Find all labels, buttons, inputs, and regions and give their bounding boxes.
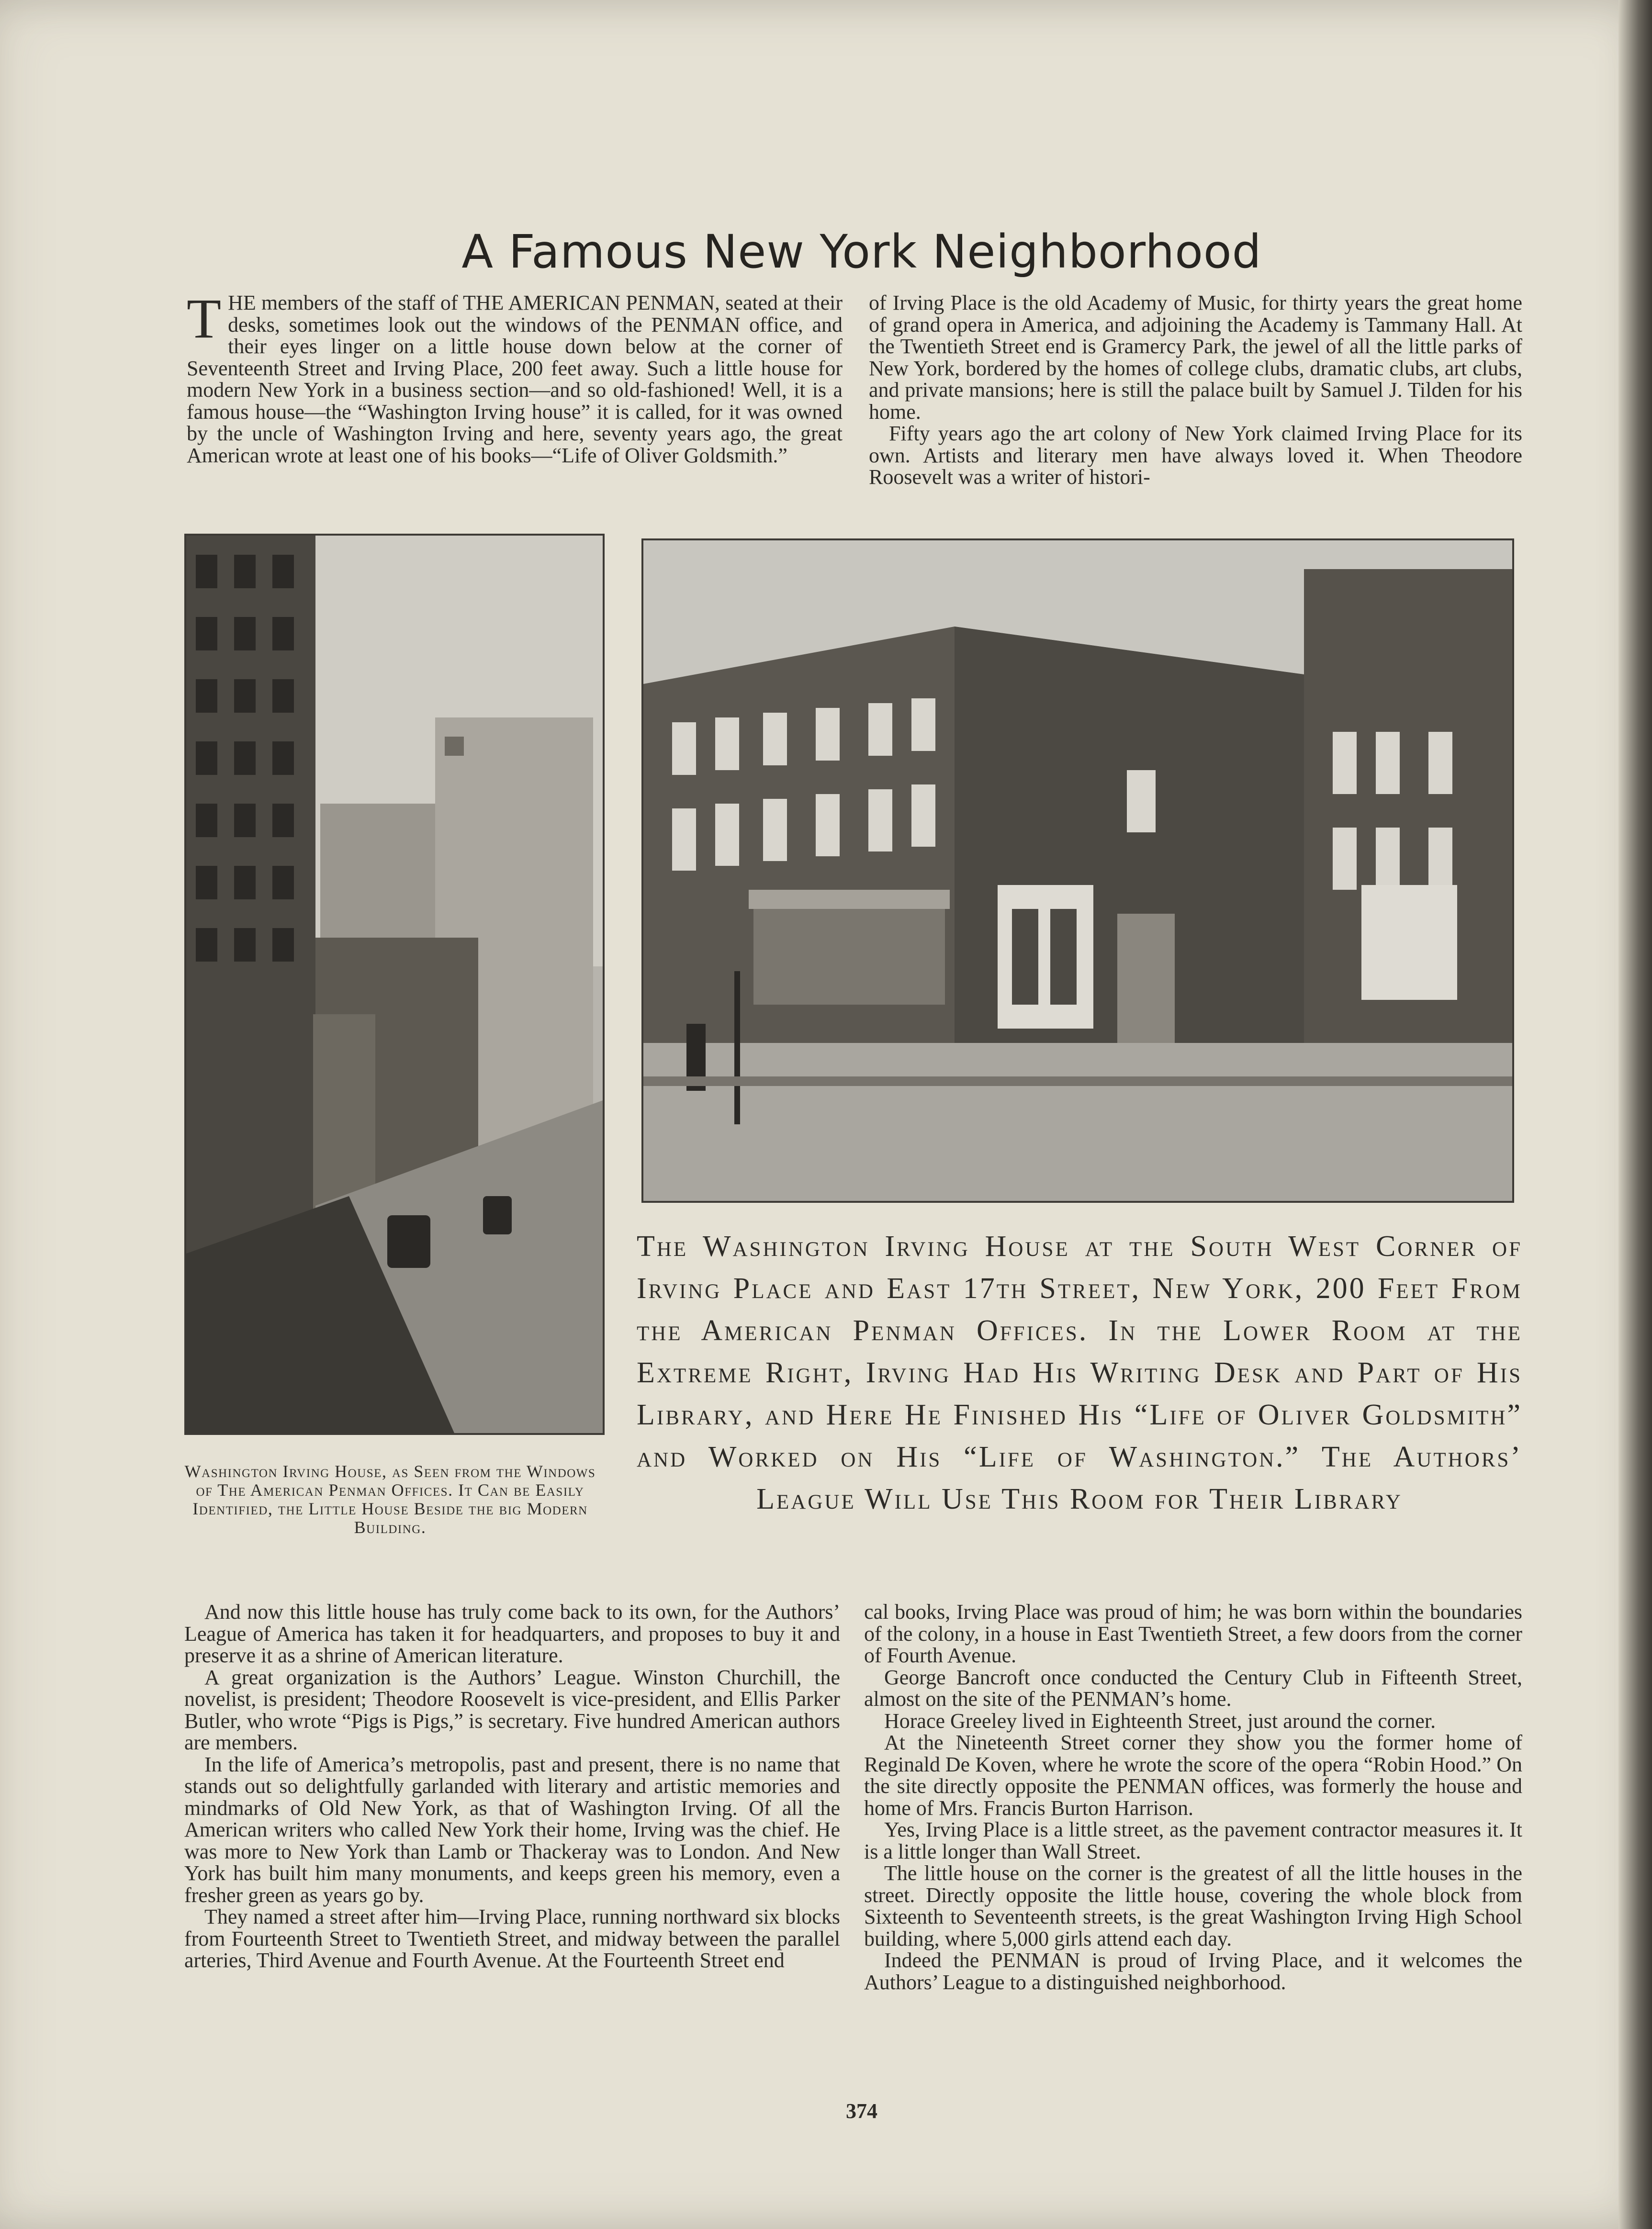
body-right-paragraph-3: Horace Greeley lived in Eighteenth Street, just around the corner. <box>884 1709 1436 1733</box>
body-right-paragraph-7: Indeed the PENMAN is proud of Irving Place, and it welcomes the Authors’ League to a distinguished neighborhood. <box>864 1949 1522 1994</box>
body-left-column <box>184 1601 840 1971</box>
body-left-paragraph-2: A great organization is the Authors’ League. Winston Churchill, the novelist, is president; Theodore Roosevelt is vice-president, and Ellis Parker Butler, who wrote “Pigs is Pigs,” is secretary. Five hundred American authors are members. <box>184 1665 840 1754</box>
intro-text: HE members of the staff of THE AMERICAN PENMAN, seated at their desks, sometimes look out the windows of the PENMAN office, and their eyes linger on a little house down below at the corner of Seventeenth Street and Irving Place, 200 feet away. Such a little house for modern New York in a business section—and so old-fashioned! Well, it is a famous house—the “Washington Irving house” it is called, for it was owned by the uncle of Washington Irving and here, seventy years ago, the great American wrote at least one of his books—“Life of Oliver Goldsmith.” <box>187 291 843 467</box>
large-photo-caption: The Washington Irving House at the South West Corner of Irving Place and East 17th Street, New York, 200 Feet From the American Penman Offices. In the Lower Room at the Extreme Right, Irving Had His Writing Desk and Part of His Library, and Here He Finished His “Life of Oliver Goldsmith” and Worked on His “Life of Washington.” The Authors’ League Will Use This Room for Their Library <box>637 1230 1522 1515</box>
intro-left-column <box>187 287 843 467</box>
irving-house-photo <box>641 538 1514 1203</box>
intro-paragraph <box>187 287 843 467</box>
body-left-paragraph-4: They named a street after him—Irving Place, running northward six blocks from Fourteenth Street to Twentieth Street, and midway between the parallel arteries, Third Avenue and Fourth Avenue. At the Fourteenth Street end <box>184 1905 840 1972</box>
intro-right-paragraph-2: Fifty years ago the art colony of New York claimed Irving Place for its own. Artists and literary men have always loved it. When Theodore Roosevelt was a writer of histori- <box>869 422 1522 489</box>
page-number: 374 <box>846 2099 877 2123</box>
body-left-paragraph-3: In the life of America’s metropolis, past and present, there is no name that stands out so delightfully garlanded with literary and artistic memories and mindmarks of Old New York, as that of Washington Irving. Of all the American writers who called New York their home, Irving was the chief. He was more to New York than Lamb or Thackeray was to London. And New York has built him many monuments, and keeps green his memory, even a fresher green as years go by. <box>184 1752 840 1907</box>
body-right-column <box>864 1601 1522 1993</box>
body-right-paragraph-5: Yes, Irving Place is a little street, as the pavement contractor measures it. It is a little longer than Wall Street. <box>864 1818 1522 1863</box>
body-right-paragraph-6: The little house on the corner is the greatest of all the little houses in the street. Directly opposite the little house, covering the whole block from Sixteenth to Seventeenth streets, is the great Washington Irving High School building, where 5,000 girls attend each day. <box>864 1861 1522 1950</box>
small-photo-caption: Washington Irving House, as Seen from the Windows of The American Penman Offices. It Can be Easily Identified, the Little House Beside the big Modern Building. <box>184 1462 596 1537</box>
body-right-paragraph-4: At the Nineteenth Street corner they show you the former home of Reginald De Koven, where he wrote the score of the opera “Robin Hood.” On the site directly opposite the PENMAN offices, was formerly the house and home of Mrs. Francis Burton Harrison. <box>864 1731 1522 1820</box>
drop-cap: T <box>187 287 222 350</box>
intro-right-paragraph-1: of Irving Place is the old Academy of Music, for thirty years the great home of grand opera in America, and adjoining the Academy is Tammany Hall. At the Twentieth Street end is Gramercy Park, the jewel of all the little parks of New York, bordered by the homes of college clubs, dramatic clubs, art clubs, and private mansions; here is still the palace built by Samuel J. Tilden for his home. <box>869 291 1522 424</box>
binding-shadow <box>1618 0 1652 2229</box>
intro-right-column <box>869 292 1522 488</box>
article-title: A Famous New York Neighborhood <box>461 225 1262 279</box>
body-right-paragraph-1: cal books, Irving Place was proud of him; he was born within the boundaries of the colony, in a house in East Twentieth Street, a few doors from the corner of Fourth Avenue. <box>864 1600 1522 1667</box>
street-view-photo <box>184 534 605 1435</box>
body-right-paragraph-2: George Bancroft once conducted the Century Club in Fifteenth Street, almost on the site of the PENMAN’s home. <box>864 1665 1522 1711</box>
body-left-paragraph-1: And now this little house has truly come back to its own, for the Authors’ League of America has taken it for headquarters, and proposes to buy it and preserve it as a shrine of American literature. <box>184 1600 840 1667</box>
